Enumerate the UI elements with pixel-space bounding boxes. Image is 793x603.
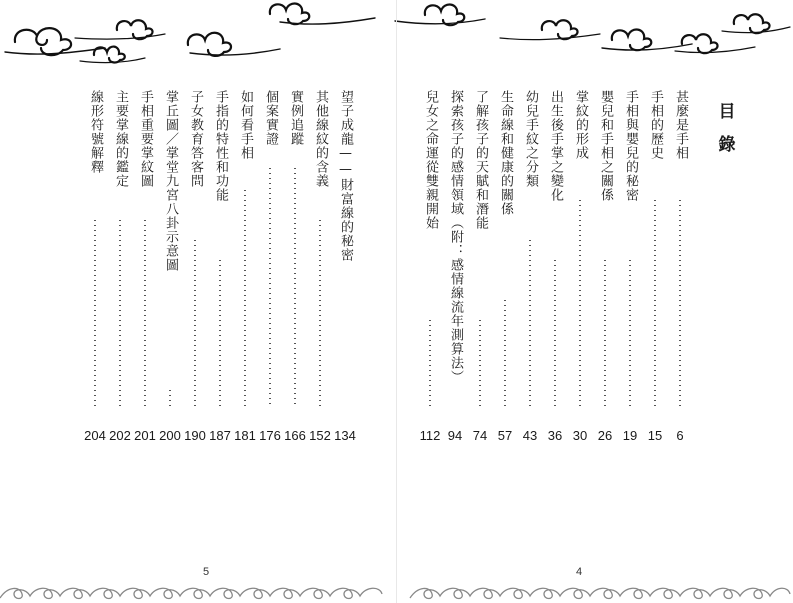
toc-entry-title: 兒女之命運從雙親開始 [423,90,438,230]
toc-entry[interactable] [619,90,641,450]
toc-entry[interactable] [544,90,566,450]
dot-leader [654,200,656,408]
toc-entry-title: 嬰兒和手相之關係 [598,90,613,202]
dot-leader [294,168,296,408]
dot-leader [429,320,431,408]
toc-entry[interactable] [644,90,666,450]
toc-entry[interactable] [594,90,616,450]
toc-entry-title: 了解孩子的天賦和潛能 [473,90,488,230]
toc-entry[interactable] [109,90,131,450]
toc-entry[interactable] [259,90,281,450]
dot-leader [319,220,321,408]
toc-entry-title: 手相與嬰兒的秘密 [623,90,638,202]
dot-leader [119,220,121,408]
toc-entry-title: 手指的特性和功能 [213,90,228,202]
toc-entry-page: 187 [209,428,231,443]
toc-entry-page: 134 [334,428,356,443]
toc-entry[interactable] [184,90,206,450]
dot-leader [244,190,246,408]
contents-heading-char: 錄 [718,135,736,155]
toc-entry-title: 掌紋的形成 [573,90,588,160]
toc-entry-title: 手相的歷史 [648,90,663,160]
toc-entry-page: 15 [647,428,663,443]
toc-entry[interactable] [669,90,691,450]
toc-entry[interactable] [234,90,256,450]
toc-entry-title: 生命線和健康的關係 [498,90,513,216]
toc-entry-page: 26 [597,428,613,443]
folio-left: 5 [203,566,210,578]
toc-entry-title: 甚麼是手相 [673,90,688,160]
dot-leader [629,260,631,408]
toc-entry-page: 74 [472,428,488,443]
toc-entry[interactable] [309,90,331,450]
toc-entry-title: 掌丘圖／掌堂九宮八卦示意圖 [163,90,178,272]
toc-entry[interactable] [569,90,591,450]
dot-leader [679,200,681,408]
toc-entry[interactable] [334,90,356,450]
scroll-pattern [0,588,382,598]
toc-entry[interactable] [159,90,181,450]
toc-entry-page: 204 [84,428,106,443]
toc-entry-page: 190 [184,428,206,443]
folio-right: 4 [576,566,583,578]
toc-entry-title: 個案實證 [263,90,278,146]
toc-entry-page: 43 [522,428,538,443]
toc-entry[interactable] [519,90,541,450]
toc-entry-page: 57 [497,428,513,443]
toc-entry[interactable] [469,90,491,450]
toc-entry-title: 線形符號解釋 [88,90,103,174]
toc-entry-page: 112 [419,428,441,443]
toc-entry-title: 探索孩子的感情領域（附：感情線流年測算法） [448,90,463,384]
toc-entry-page: 166 [284,428,306,443]
toc-entry-title: 主要掌線的鑑定 [113,90,128,188]
dot-leader [169,390,171,408]
toc-entry[interactable] [444,90,466,450]
toc-entry-page: 181 [234,428,256,443]
toc-entry-title: 幼兒手紋之分類 [523,90,538,188]
dot-leader [269,168,271,408]
toc-entry-title: 實例追蹤 [288,90,303,146]
toc-entry-page: 200 [159,428,181,443]
toc-entry-page: 176 [259,428,281,443]
dot-leader [94,220,96,408]
toc-entry[interactable] [284,90,306,450]
toc-entry[interactable] [209,90,231,450]
toc-entry[interactable] [134,90,156,450]
dot-leader [529,240,531,408]
scroll-pattern [410,588,790,598]
toc-entry-page: 94 [447,428,463,443]
dot-leader [504,300,506,408]
dot-leader [219,260,221,408]
toc-entry-title: 其他線紋的含義 [313,90,328,188]
toc-entry-page: 30 [572,428,588,443]
dot-leader [604,260,606,408]
toc-entry[interactable] [494,90,516,450]
dot-leader [579,200,581,408]
toc-entry-page: 152 [309,428,331,443]
toc-entry-title: 望子成龍——財富線的秘密 [338,90,353,262]
dot-leader [554,260,556,408]
toc-entry-page: 201 [134,428,156,443]
toc-entry-page: 19 [622,428,638,443]
dot-leader [194,240,196,408]
bottom-border-decoration [0,584,793,603]
contents-heading-char: 目 [718,102,736,122]
dot-leader [144,220,146,408]
dot-leader [479,320,481,408]
toc-entry-page: 36 [547,428,563,443]
toc-entry-page: 202 [109,428,131,443]
toc-entry-title: 手相重要掌紋圖 [138,90,153,188]
toc-entry-title: 出生後手掌之變化 [548,90,563,202]
right-page [397,0,793,603]
toc-entry[interactable] [419,90,441,450]
toc-entry[interactable] [84,90,106,450]
toc-entry-page: 6 [676,428,684,443]
left-page [0,0,396,603]
contents-heading [716,96,738,162]
toc-entry-title: 子女教育答客問 [188,90,203,188]
toc-entry-title: 如何看手相 [238,90,253,160]
